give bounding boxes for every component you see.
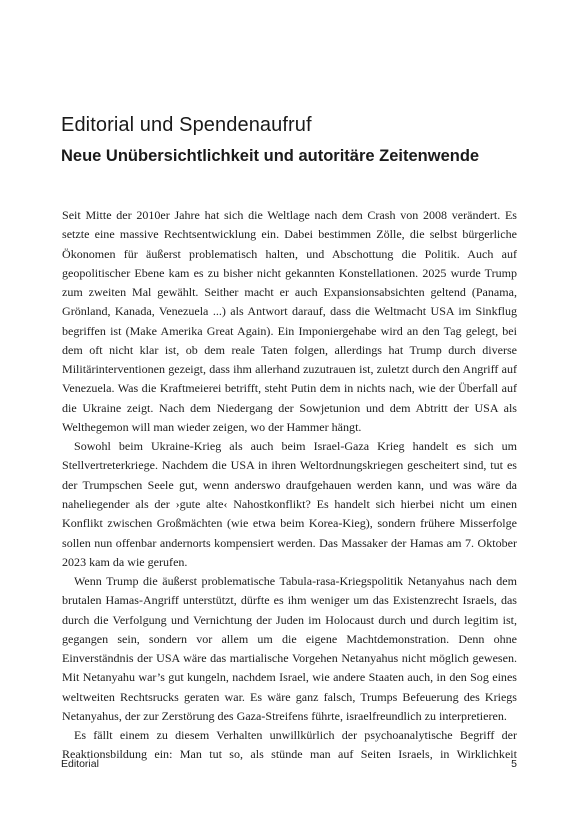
paragraph-1: Seit Mitte der 2010er Jahre hat sich die Weltlage nach dem Crash von 2008 verändert. Es setzte eine massive Rechtsentwicklung ein. Dabei bestimmen Zölle, die selbst bürgerliche Ökonomen für äußerst problematisch halten, und Abschottung die Politik. Auch auf geopolitischer Ebene kam es zu bisher nicht gekannten Konstellationen. 2025 wurde Trump zum zweiten Mal gewählt. Seither macht er auch Expansionsabsichten geltend (Panama, Grönland, Kanada, Venezuela ...) als Antwort darauf, dass die Weltmacht USA im Sinkflug begriffen ist (Make Amerika Great Again). Ein Imponiergehabe wird an den Tag gelegt, bei dem oft nicht klar ist, ob dem reale Taten folgen, allerdings hat Trump durch diverse Militärinterventionen gezeigt, dass ihm allerhand zuzutrauen ist, zuletzt durch den Angriff auf Venezuela. Was die Kraftmeierei betrifft, steht Putin dem in nichts nach, wie der Überfall auf die Ukraine zeigt. Nach dem Niedergang der Sowjetunion und dem Abtritt der USA als Welthegemon will man wieder zeigen, wo der Hammer hängt. (62, 208, 517, 434)
paragraph-4: Es fällt einem zu diesem Verhalten unwillkürlich der psychoanalytische Begriff der Reaktionsbildung ein: Man tut so, als stünde man auf Seiten Israels, in Wirklichkeit (62, 728, 517, 762)
page-subtitle: Neue Unübersichtlichkeit und autoritäre Zeitenwende (61, 147, 480, 165)
paragraph-2: Sowohl beim Ukraine-Krieg als auch beim Israel-Gaza Krieg handelt es sich um Stellvertreterkriege. Nachdem die USA in ihren Weltordnungskriegen gescheitert sind, tut es der Trumpschen Seele gut, wenn anderswo draufgehauen werden kann, und was wäre da naheliegender als der ›gute alte‹ Nahostkonflikt? Es handelt sich hierbei nicht um einen Konflikt zwischen Großmächten (wie etwa beim Korea-Kieg), sondern frühere Misserfolge sollen nun offenbar andernorts kompensiert werden. Das Massaker der Hamas am 7. Oktober 2023 kam da wie gerufen. (62, 439, 517, 569)
page-number: 5 (511, 758, 517, 770)
body-text (62, 206, 517, 765)
running-footer-title: Editorial (61, 758, 99, 770)
paragraph-3: Wenn Trump die äußerst problematische Tabula-rasa-Kriegspolitik Netanyahus nach dem brutalen Hamas-Angriff unterstützt, dürfte es ihm weniger um das Existenzrecht Israels, das durch die Verfolgung und Vernichtung der Juden im Holocaust durch und durch legitim ist, gegangen sein, sondern vor allem um die eigene Machtdemonstration. Denn ohne Einverständnis der USA wäre das martialische Vorgehen Netanyahus nicht möglich gewesen. Mit Netanyahu war’s gut kungeln, nachdem Israel, wie andere Staaten auch, in den Sog eines weltweiten Rechtsrucks geraten war. Es wäre ganz falsch, Trumps Befeuerung des Kriegs Netanyahus, der zur Zerstörung des Gaza-Streifens führte, israelfreundlich zu interpretieren. (62, 574, 517, 723)
page-title: Editorial und Spendenaufruf (61, 114, 312, 136)
